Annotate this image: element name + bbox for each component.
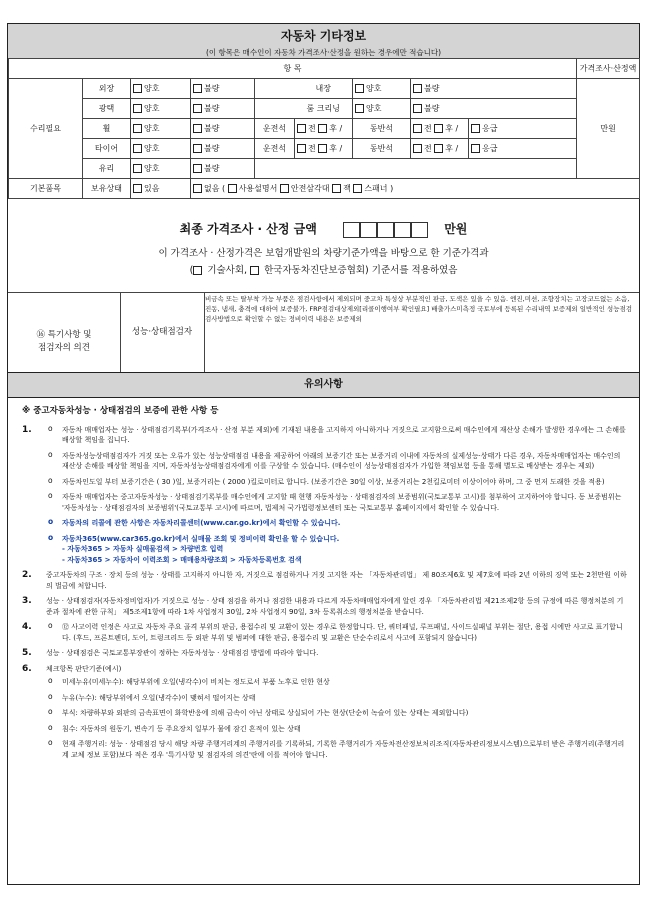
row-wheel: 휠 (83, 119, 131, 139)
checkbox[interactable] (133, 164, 142, 173)
notice-item-3: 3. 성능 · 상태점검자(자동차정비업자)가 거짓으로 성능 · 상태 점검을 하거나 점검한 내용과 다르게 자동차매매업자에게 알린 경우 「자동차관리법 제21조제2항 등의 규정에 따른 행정처분의 기준과 절차에 관한 규칙」 제5조제1항에 따라 1차 사업정지 30일, 2차 사업정지 90일, 3차 등록취소의 행정처분을 받습니다. (22, 596, 624, 616)
tire-bad[interactable]: 불량 (191, 139, 255, 159)
row-interior: 내장 (295, 79, 353, 99)
row-polish: 광택 (83, 99, 131, 119)
row-exterior: 외장 (83, 79, 131, 99)
basic-none[interactable]: 없음 ( 사용설명서 안전삼각대 잭 스패너 ) (191, 179, 640, 199)
section-subtitle: (이 항목은 매수인이 자동차 가격조사·산정을 원하는 경우에만 적습니다) (205, 48, 442, 57)
final-price-boxes[interactable] (343, 222, 428, 238)
tire-driver: 운전석 (255, 139, 295, 159)
wheel-emergency[interactable]: 응급 (469, 119, 577, 139)
wheel-driver-pos[interactable]: 전 후 / (295, 119, 353, 139)
exterior-bad[interactable]: 불량 (191, 79, 255, 99)
checkbox[interactable] (133, 104, 142, 113)
notice-item-5: 5. 성능 · 상태점검은 국토교통부장관이 정하는 자동차성능 · 상태점검 방법에 따라야 합니다. (22, 648, 319, 658)
final-price-unit: 만원 (444, 222, 468, 236)
price-note-1: 이 가격조사 · 산정가격은 보험개발원의 차량기준가액을 바탕으로 한 기준가격과 (158, 247, 489, 259)
section-title-bar (8, 24, 639, 59)
checkbox[interactable] (193, 144, 202, 153)
tire-passenger: 동반석 (353, 139, 411, 159)
notice-title: 유의사항 (8, 372, 639, 398)
checkbox[interactable] (355, 84, 364, 93)
vehicle-info-table (8, 58, 640, 199)
checkbox[interactable] (133, 124, 142, 133)
inspector-label: 성능·상태점검자 (120, 292, 205, 373)
row-tire: 타이어 (83, 139, 131, 159)
glass-bad[interactable]: 불량 (191, 159, 255, 179)
interior-bad[interactable]: 불량 (411, 79, 577, 99)
section-title: 자동차 기타정보 (280, 29, 367, 43)
notice-item-4: 4. o ⑫ 사고이력 인정은 사고로 자동차 주요 골격 부위의 판금, 용접수리 및 교환이 있는 경우로 한정합니다. 단, 쿼터패널, 루프패널, 사이드실패널 부위는 절단, 용접 시에만 사고로 표기합니다. (후드, 프론트펜더, 도어, 트렁크리드 등 외판 부위 및 범퍼에 대한 판금, 용접수리 및 교환은 단순수리로서 사고에 포함되지 않습니다) (22, 622, 628, 643)
price-unit: 만원 (577, 79, 640, 179)
wheel-good[interactable]: 양호 (131, 119, 191, 139)
final-price-label: 최종 가격조사 · 산정 금액 (179, 222, 317, 236)
wheel-driver: 운전석 (255, 119, 295, 139)
checkbox[interactable] (193, 124, 202, 133)
price-note-2: ( 기술사회, 한국자동차진단보증협회) 기준서를 적용하였음 (189, 264, 458, 276)
checkbox[interactable] (193, 164, 202, 173)
row-glass: 유리 (83, 159, 131, 179)
interior-good[interactable]: 양호 (353, 79, 411, 99)
room-good[interactable]: 양호 (353, 99, 411, 119)
inspector-opinion-text: 비금속 또는 탈부착 가능 부품은 점검사항에서 제외되며 중고차 특성상 부분적인 판금, 도색은 있을 수 있음. 엔진,미션, 조향장치는 고장코드없는 소음, 진동, 냄새, 충격에 대하여 보증불가, FRP점검대상제외[리콜이행여부 확인필요] 배출가스미측정 국토부에 등록된 수리내역 보증제외 일반적인 성능점검 검사방법으로 확인할 수 없는 정비이력 내용은 보증제외 (205, 295, 633, 323)
checkbox[interactable] (133, 144, 142, 153)
form-sheet (7, 23, 640, 885)
glass-good[interactable]: 양호 (131, 159, 191, 179)
tire-emergency[interactable]: 응급 (469, 139, 577, 159)
wheel-passenger: 동반석 (353, 119, 411, 139)
notices-body (22, 406, 628, 765)
basic-have[interactable]: 있음 (131, 179, 191, 199)
header-price: 가격조사·산정액 (577, 59, 640, 79)
wheel-passenger-pos[interactable]: 전 후 / (411, 119, 469, 139)
checkbox[interactable] (193, 84, 202, 93)
header-item: 항 목 (9, 59, 577, 79)
row-room-cleaning: 룸 크리닝 (295, 99, 353, 119)
room-bad[interactable]: 불량 (411, 99, 577, 119)
wheel-bad[interactable]: 불량 (191, 119, 255, 139)
final-price-block (8, 210, 639, 293)
checkbox[interactable] (193, 104, 202, 113)
polish-bad[interactable]: 불량 (191, 99, 255, 119)
repair-label: 수리필요 (9, 79, 83, 179)
tire-passenger-pos[interactable]: 전 후 / (411, 139, 469, 159)
checkbox[interactable] (355, 104, 364, 113)
tire-good[interactable]: 양호 (131, 139, 191, 159)
notice-item-6: 6. 체크항목 판단기준(예시) o 미세누유(미세누수): 해당부위에 오일(냉각수)이 비치는 정도로서 부품 노후로 인한 현상 o 누유(누수): 해당부위에서 오일(냉각수)이 맺혀서 떨어지는 상태 o 부식: 차량하부와 외판의 금속표면이 화학반응에 의해 금속이 아닌 상태로 상실되어 가는 현상(단순히 녹슬어 있는 상태는 제외합니다) o 침수: 자동차의 원동기, 변속기 등 주요장치 일부가 물에 잠긴 흔적이 있는 상태 o 현재 주행거리: 성능 · 상태점검 당시 해당 차량 주행거리계의 주행거리를 기록하되, 기록한 주행거리가 자동차전산정보처리조직(자동차관리정보시스템)으로부터 받은 주행거리(주행거리계 교체 정보 포함)보다 적은 경우 '특기사항 및 점검자의 의견'란에 이를 적어야 합니다. (22, 664, 628, 761)
exterior-good[interactable]: 양호 (131, 79, 191, 99)
checkbox[interactable] (413, 84, 422, 93)
notice-item-2: 2. 중고자동차의 구조 · 장치 등의 성능 · 상태를 고지하지 아니한 자, 거짓으로 점검하거나 거짓 고지한 자는 「자동차관리법」 제 80조제6호 및 제7호에 따라 2년 이하의 징역 또는 2천만원 이하의 벌금에 처합니다. (22, 570, 627, 590)
tire-driver-pos[interactable]: 전 후 / (295, 139, 353, 159)
opinion-label: ⑯ 특기사항 및 점검자의 의견 (8, 292, 121, 391)
basic-label: 기본품목 (9, 179, 83, 199)
polish-good[interactable]: 양호 (131, 99, 191, 119)
notices-head: ※ 중고자동차성능 · 상태점검의 보증에 관한 사항 등 (22, 406, 219, 416)
notice-item-1: 1. o 자동차 매매업자는 성능 · 상태점검기록부(가격조사 · 산정 부분 제외)에 기재된 내용을 고지하지 아니하거나 거짓으로 고지함으로써 매수인에게 재산상 손해가 발생한 경우에는 그 손해를 배상할 책임을 집니다. o 자동차성능상태점검자가 거짓 또는 오류가 있는 성능상태점검 내용을 제공하여 아래의 보증기간 또는 보증거리 이내에 자동차의 실제성능·상태가 다른 경우, 자동차매매업자는 매수인의 재산상 손해를 배상할 책임을 지며, 자동차성능상태점검자에게 이를 구상할 수 있습니다. (매수인이 성능상태점검자가 가입한 책임보험 등을 통해 별도로 배상받는 경우는 제외) o 자동차인도일 부터 보증기간은 ( 30 )일, 보증거리는 ( 2000 )킬로미터로 합니다. (보증기간은 30일 이상, 보증거리는 2천킬로미터 이상이어야 하며, 그 중 먼저 도래한 것을 적용) o 자동차 매매업자는 중고자동차성능 · 상태점검기록부를 매수인에게 고지할 때 현행 자동차성능 · 상태점검자의 보증범위(국토교통부 고시)를 첨부하여 고지하여야 합니다. 동 보증범위는 '자동차성능 · 상태점검자의 보증범위'(국토교통부 고시)에 따르며, 법제처 국가법령정보센터 또는 국토교통부 홈페이지에서 확인할 수 있습니다. o 자동차의 리콜에 관한 사항은 자동차리콜센터(www.car.go.kr)에서 확인할 수 있습니다. o 자동차365(www.car365.go.kr)에서 실매물 조회 및 정비이력 확인을 할 수 있습니다. - 자동차365 > 자동차 실매물검색 > 차량번호 입력 - 자동차365 > 자동차이 이력조회 > 매매용차량조회 > 자동차등록번호 검색 (22, 425, 628, 566)
checkbox[interactable] (133, 84, 142, 93)
basic-status: 보유상태 (83, 179, 131, 199)
checkbox[interactable] (413, 104, 422, 113)
